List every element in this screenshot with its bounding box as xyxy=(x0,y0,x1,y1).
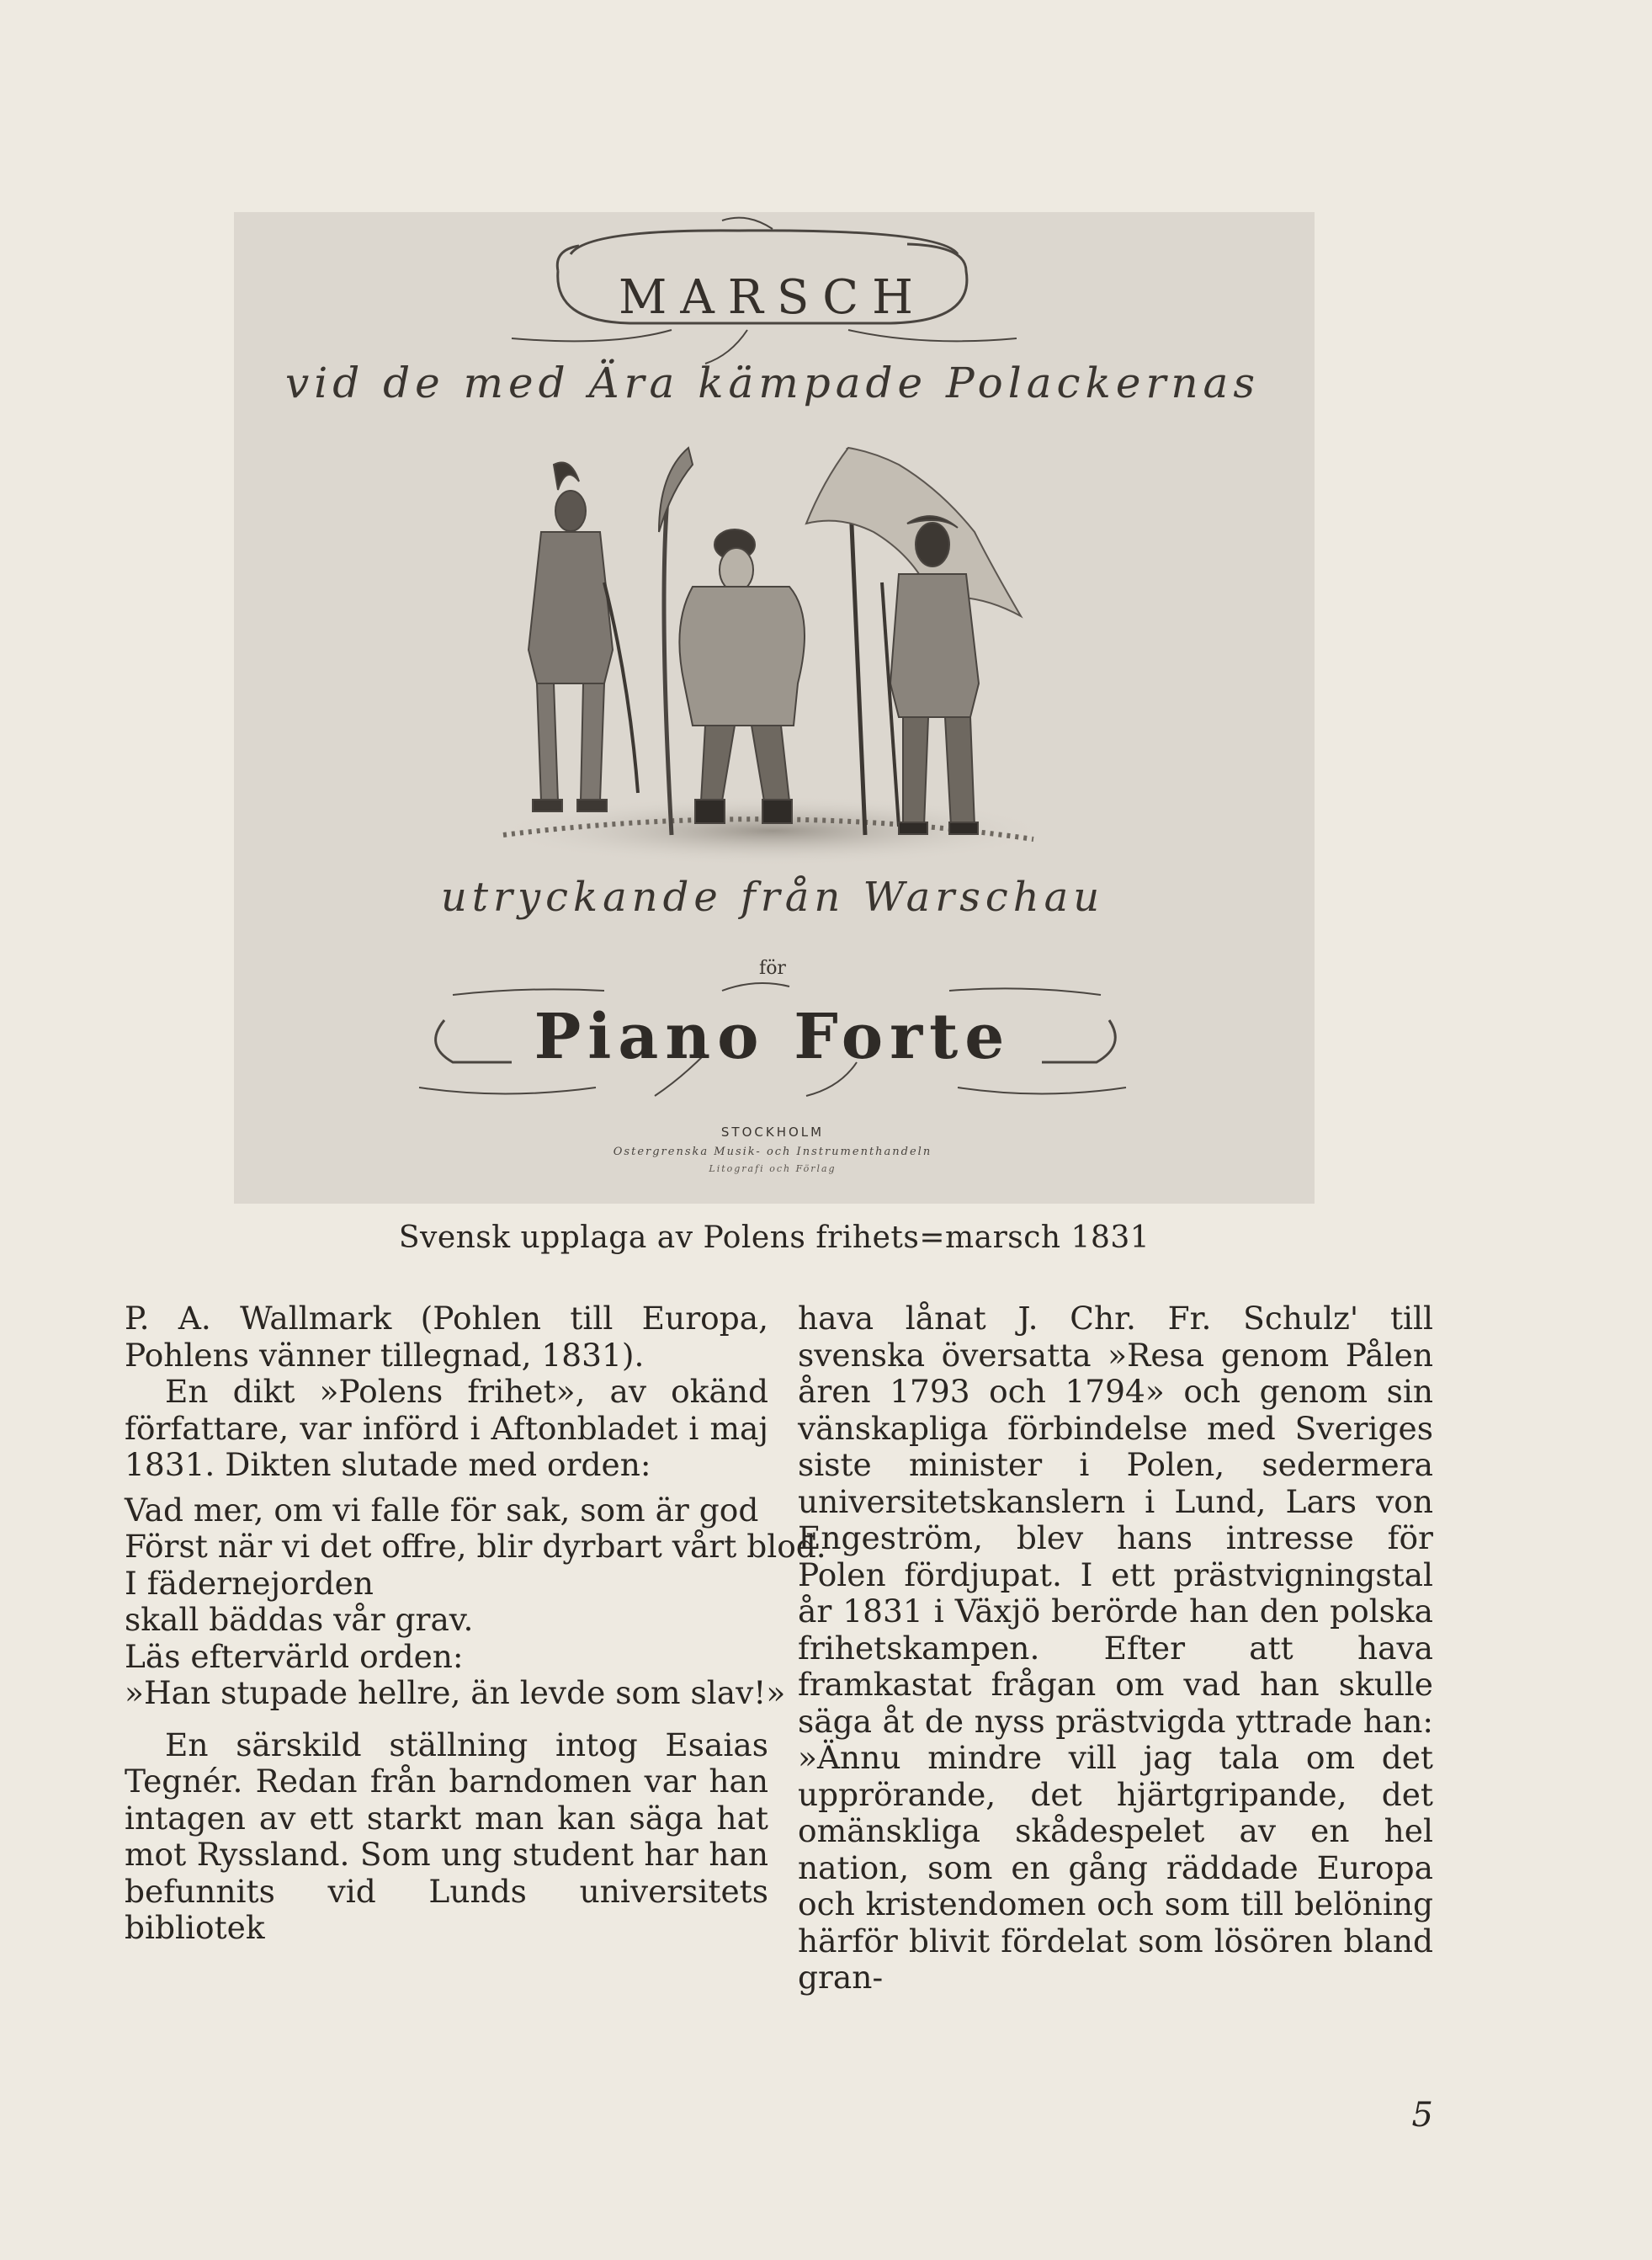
left-column xyxy=(125,1300,826,1947)
sheet-music-title-plate xyxy=(234,212,1315,1204)
poem-line: »Han stupade hellre, än levde som slav!» xyxy=(125,1674,786,1711)
left-paragraph-1: P. A. Wallmark (Pohlen till Europa, Pohlens vänner tillegnad, 1831). xyxy=(125,1300,768,1374)
poem-line: Vad mer, om vi falle för sak, som är god xyxy=(125,1491,759,1529)
left-paragraph-3: En särskild ställning intog Esaias Tegnér. Redan från barndomen var han intagen av ett starkt man kan säga hat mot Ryssland. Som ung student har han befunnits vid Lunds universitets bibliotek xyxy=(125,1726,768,1946)
right-column xyxy=(798,1300,1433,1997)
left-paragraph-2: En dikt »Polens frihet», av okänd författare, var införd i Aftonbladet i maj 1831. Dikten slutade med orden: xyxy=(125,1373,768,1483)
figure-caption: Svensk upplaga av Polens frihets=marsch 1831 xyxy=(398,1220,1150,1255)
poem-line: skall bäddas vår grav. xyxy=(125,1601,474,1638)
plate-small-word: för xyxy=(759,958,786,979)
soldiers-illustration-icon xyxy=(495,448,1050,866)
plate-publisher-line-1: STOCKHOLM xyxy=(720,1125,825,1140)
poem-line: Läs eftervärld orden: xyxy=(125,1637,464,1675)
poem-line: Först när vi det offre, blir dyrbart vårt blod. xyxy=(125,1528,826,1565)
poem-quote xyxy=(125,1491,826,1712)
right-paragraph-1: hava lånat J. Chr. Fr. Schulz' till svenska översatta »Resa genom Pålen åren 1793 och 1794» och genom sin vänskapliga förbindelse med Sveriges siste minister i Polen, sedermera universitetskanslern i Lund, Lars von Engeström, blev hans intresse för Polen fördjupat. I ett prästvigningstal år 1831 i Växjö berörde han den polska frihetskampen. Efter att hava framkastat frågan om vad han skulle säga åt de nyss prästvigda yttrade han: »Ännu mindre vill jag tala om det upprörande, det hjärtgripande, det omänskliga skådespelet av en hel nation, som en gång räddade Europa och kristendomen och som till belöning härför blivit fördelat som lösören bland gran- xyxy=(798,1300,1433,1996)
plate-title: MARSCH xyxy=(619,270,927,325)
plate-instrument: Piano Forte xyxy=(534,1001,1012,1073)
plate-publisher-line-3: Litografi och Förlag xyxy=(709,1163,837,1174)
poem-line: I fädernejorden xyxy=(125,1564,374,1602)
plate-script-line-2: utryckande från Warschau xyxy=(440,874,1105,921)
plate-publisher-line-2: Ostergrenska Musik- och Instrumenthandeln xyxy=(613,1146,932,1158)
plate-script-line-1: vid de med Ära kämpade Polackernas xyxy=(284,359,1261,407)
page-number: 5 xyxy=(1411,2096,1433,2135)
